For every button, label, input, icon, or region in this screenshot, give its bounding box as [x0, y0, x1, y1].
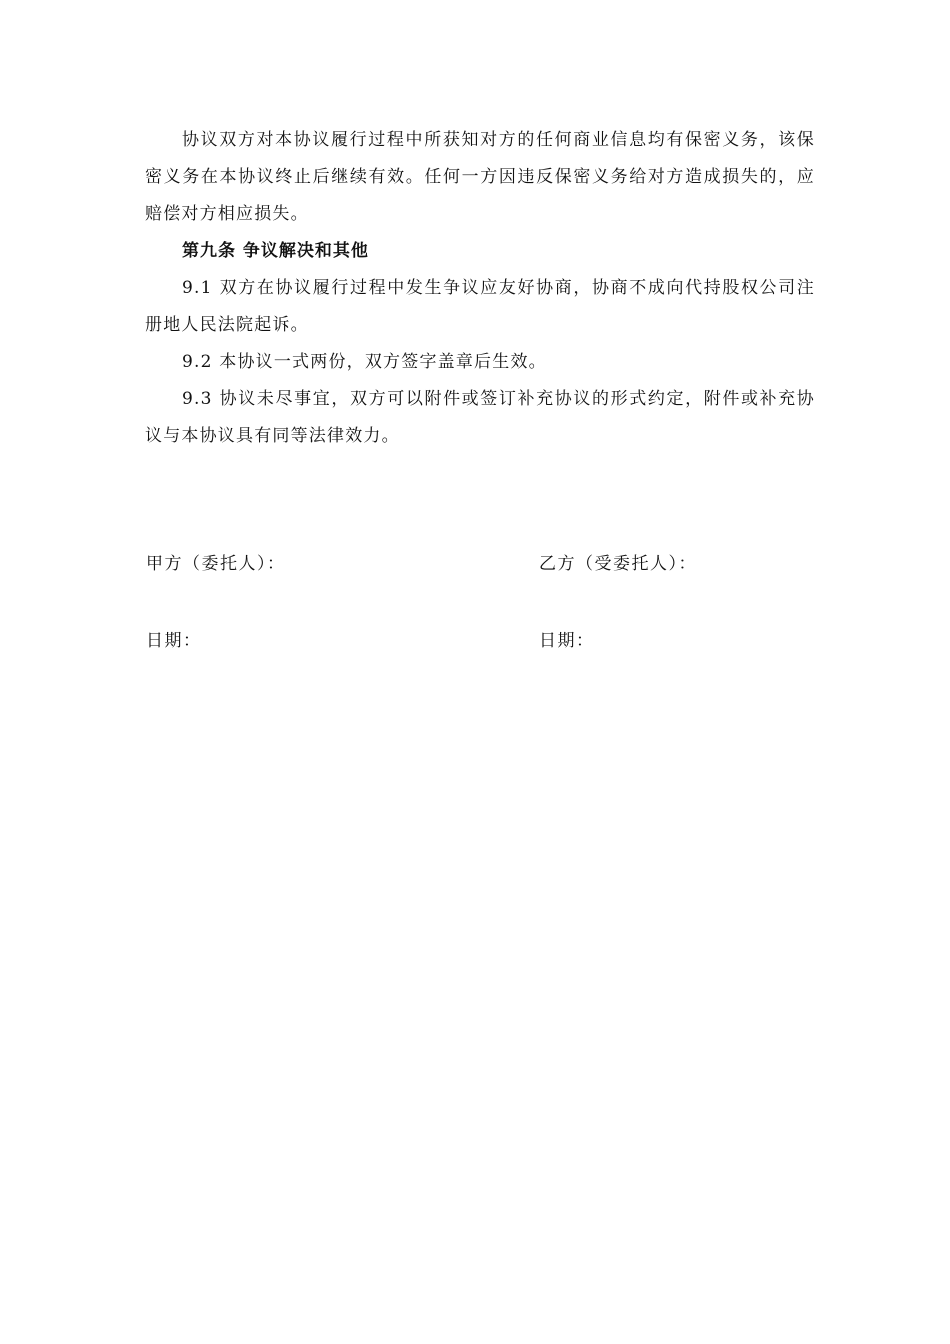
- clause-9-2: 9.2 本协议一式两份，双方签字盖章后生效。: [182, 352, 547, 372]
- clause-9-3: 9.3 协议未尽事宜，双方可以附件或签订补充协议的形式约定，附件或补充协议与本协议具有同等法律效力。: [145, 389, 815, 446]
- date-signature-row: [146, 626, 826, 650]
- date-b-label: 日期：: [539, 631, 595, 651]
- party-b-label: 乙方（受委托人）：: [539, 554, 697, 574]
- confidentiality-paragraph: 协议双方对本协议履行过程中所获知对方的任何商业信息均有保密义务，该保密义务在本协议终止后继续有效。任何一方因违反保密义务给对方造成损失的，应赔偿对方相应损失。: [145, 130, 815, 224]
- document-body: [145, 122, 815, 455]
- date-a-label: 日期：: [146, 631, 202, 651]
- article-9-title: 第九条 争议解决和其他: [182, 241, 369, 261]
- party-signature-row: [146, 549, 826, 573]
- party-a-label: 甲方（委托人）：: [146, 554, 286, 574]
- clause-9-1: 9.1 双方在协议履行过程中发生争议应友好协商，协商不成向代持股权公司注册地人民法院起诉。: [145, 278, 815, 335]
